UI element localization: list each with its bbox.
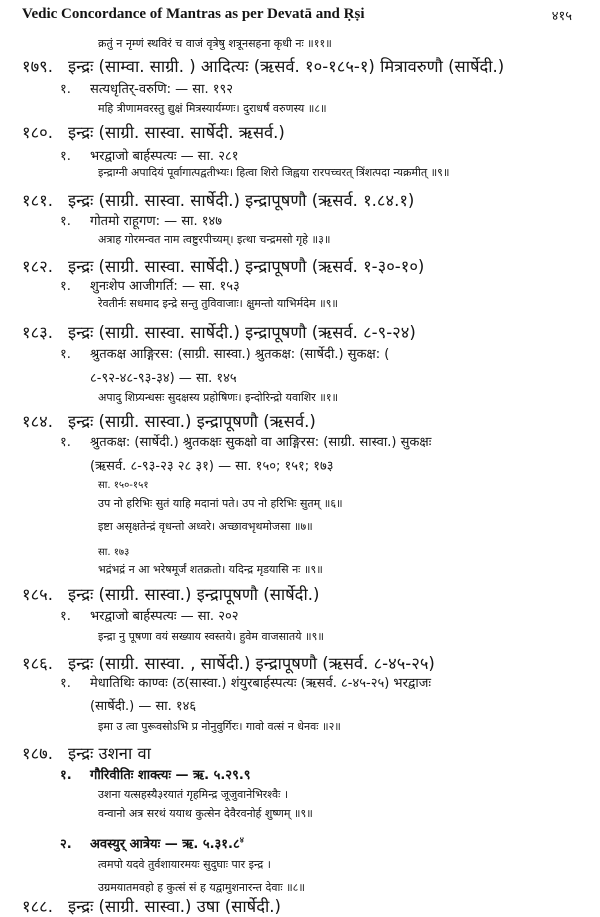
mantra-text — [98, 36, 332, 51]
line-text: इन्द्रः (साग्री. सास्वा. सार्षेदी.) इन्द्रापूषणौ (ऋसर्व. १-३०-१०) — [68, 257, 425, 276]
mantra-text — [98, 165, 450, 180]
sub-number: १. — [60, 435, 71, 450]
sub-number: १. — [60, 609, 71, 624]
line-text: सा. १७३ — [98, 547, 130, 558]
sub-number: १. — [60, 214, 71, 229]
line-text: रेवतीर्नः सधमाद इन्द्रे सन्तु तुविवाजाः। क्षुमन्तो याभिर्मदेम ॥९॥ — [98, 297, 339, 310]
entry-number: १८७. — [22, 744, 53, 763]
entry-number: १८६. — [22, 654, 53, 673]
line-text: इन्द्रः (साग्री. सास्वा.) इन्द्रापूषणौ (ऋसर्व.) — [68, 412, 316, 431]
rsi-line — [60, 146, 238, 164]
line-text: सा. १५०-१५१ — [98, 480, 149, 491]
line-text: उशना यत्सहस्यै३रयातं गृहमिन्द्र जूजुवानेभिरश्वैः । — [98, 788, 288, 801]
rsi-line — [60, 79, 233, 97]
running-header — [22, 6, 578, 30]
entry-heading — [22, 120, 285, 143]
line-text: भरद्वाजो बार्हस्पत्यः — सा. २८१ — [90, 149, 239, 164]
rsi-line-continued — [90, 456, 334, 474]
line-text: उप नो हरिभिः सुतं याहि मदानां पते। उप नो हरिभिः सुतम् ॥६॥ — [98, 497, 343, 510]
entry-number: १७९. — [22, 57, 53, 76]
line-text: सत्यधृतिर्-वरुणि: — सा. १९२ — [90, 82, 233, 97]
entry-number: १८३. — [22, 323, 53, 342]
rsi-line — [60, 673, 431, 691]
line-text: इन्द्रा नु पूषणा वयं सख्याय स्वस्तये। हुवेम वाजसातये ॥९॥ — [98, 630, 324, 643]
line-text: क्रतुं न नृम्णं स्थविरं च वाजं वृत्रेषु शत्रूनसहना कृधी नः ॥११॥ — [98, 37, 332, 50]
rsi-line — [60, 834, 244, 852]
mantra-text — [98, 562, 323, 577]
mantra-text — [98, 101, 327, 116]
line-text: गौरिवीतिः शाक्त्यः — ऋ. ५.२९.९ — [90, 768, 251, 783]
sub-number: १. — [60, 347, 71, 362]
line-text: इन्द्रः (साग्री. सास्वा. , सार्षेदी.) इन्द्रापूषणौ (ऋसर्व. ८-४५-२५) — [68, 654, 435, 673]
line-text: वन्वानो अत्र सरथं ययाथ कुत्सेन देवैरवनोर्ह शुष्णम् ॥९॥ — [98, 807, 313, 820]
entry-heading — [22, 188, 414, 211]
line-text: इन्द्रः उशना वा — [68, 744, 151, 763]
entry-number: १८४. — [22, 412, 53, 431]
rsi-line-continued — [90, 368, 237, 386]
entry-number: १८८. — [22, 897, 53, 916]
line-text: इन्द्रः (साग्री. सास्वा.) इन्द्रापूषणौ (सार्षेदी.) — [68, 585, 320, 604]
mantra-text — [98, 857, 271, 872]
mantra-text — [98, 496, 343, 511]
mantra-text — [98, 390, 338, 405]
sub-number: १. — [60, 82, 71, 97]
sama-reference — [98, 477, 149, 491]
mantra-text — [98, 806, 313, 821]
line-text: अत्राह गोरमन्वत नाम त्वष्टुरपीच्यम्। इत्था चन्द्रमसो गृहे ॥३॥ — [98, 233, 331, 246]
entry-heading — [22, 651, 435, 674]
entry-heading — [22, 582, 319, 605]
footnote-marker: ४ — [239, 835, 244, 845]
mantra-text — [98, 232, 330, 247]
entry-heading — [22, 409, 316, 432]
rsi-line — [60, 344, 389, 362]
line-text: मेधातिथिः काण्वः (ठ(सास्वा.) शंयुरबार्हस्पत्यः (ऋसर्व. ८-४५-२५) भरद्वाजः — [90, 676, 431, 691]
rsi-line — [60, 211, 222, 229]
line-text: (ऋसर्व. ८-९३-२३ २८ ३१) — सा. १५०; १५१; १७३ — [90, 459, 334, 474]
line-text: अवस्युर् आत्रेयः — ऋ. ५.३१.८ — [90, 837, 240, 852]
sub-number: १. — [60, 676, 71, 691]
entry-number: १८५. — [22, 585, 53, 604]
line-text: श्रुतकक्ष आङ्गिरस: (साग्री. सास्वा.) श्रुतकक्ष: (सार्षेदी.) सुकक्ष: ( — [90, 347, 390, 362]
mantra-text — [98, 296, 338, 311]
line-text: शुनःशेप आजीगर्ति: — सा. १५३ — [90, 279, 240, 294]
line-text: इन्द्रः (साम्वा. साग्री. ) आदित्यः (ऋसर्व. १०-१८५-१) मित्रावरुणौ (सार्षेदी.) — [68, 57, 505, 76]
rsi-line-continued — [90, 696, 196, 714]
line-text: इन्द्राग्नी अपादियं पूर्वागात्पद्वतीभ्यः। हित्वा शिरो जिह्वया रारपच्चरत् त्रिंशत्पदा न्यक्रमीत् ॥९॥ — [98, 166, 450, 179]
line-text: इन्द्रः (साग्री. सास्वा. सार्षेदी.) इन्द्रापूषणौ (ऋसर्व. १.८४.१) — [68, 191, 415, 210]
line-text: इन्द्रः (साग्री. सास्वा.) उषा (सार्षेदी.) — [68, 897, 281, 916]
entry-number: १८०. — [22, 123, 53, 142]
mantra-text — [98, 787, 288, 802]
line-text: ८-९२-४८-९३-३४) — सा. १४५ — [90, 371, 237, 386]
entry-heading — [22, 320, 416, 343]
running-title: Vedic Concordance of Mantras as per Devatā and Ṛṣi — [22, 6, 365, 22]
line-text: भरद्वाजो बार्हस्पत्यः — सा. २०२ — [90, 609, 239, 624]
mantra-text — [98, 719, 341, 734]
rsi-line — [60, 432, 431, 450]
entry-heading — [22, 254, 424, 277]
entry-heading — [22, 54, 504, 77]
mantra-text — [98, 880, 305, 895]
line-text: गोतमो राहूगण: — सा. १४७ — [90, 214, 223, 229]
line-text: भद्रंभद्रं न आ भरेषमूर्जं शतक्रतो। यदिन्द्र मृडयासि नः ॥९॥ — [98, 563, 323, 576]
mantra-text — [98, 629, 324, 644]
line-text: इन्द्रः (साग्री. सास्वा. सार्षेदी.) इन्द्रापूषणौ (ऋसर्व. ८-९-२४) — [68, 323, 416, 342]
rsi-line — [60, 276, 240, 294]
line-text: इन्द्रः (साग्री. सास्वा. सार्षेदी. ऋसर्व.) — [68, 123, 285, 142]
rsi-line — [60, 765, 251, 783]
mantra-text — [98, 519, 313, 534]
line-text: उग्रमयातमवहो ह कुत्सं सं ह यद्वामुशनारन्त देवाः ॥८॥ — [98, 881, 305, 894]
entry-number: १८१. — [22, 191, 53, 210]
sub-number: १. — [60, 768, 72, 783]
line-text: महि त्रीणामवरस्तु द्युक्षं मित्रस्यार्यम्णः। दुराधर्षं वरुणस्य ॥८॥ — [98, 102, 327, 115]
sub-number: २. — [60, 837, 72, 852]
entry-number: १८२. — [22, 257, 53, 276]
line-text: त्वमपो यदवे तुर्वशायारमयः सुदुघाः पार इन्द्र । — [98, 858, 271, 871]
sub-number: १. — [60, 149, 71, 164]
line-text: (सार्षेदी.) — सा. १४६ — [90, 699, 197, 714]
entry-heading — [22, 894, 281, 917]
line-text: श्रुतकक्ष: (सार्षेदी.) श्रुतकक्षः सुकक्षो वा आङ्गिरस: (साग्री. सास्वा.) सुकक्षः — [90, 435, 432, 450]
page-number: ४१५ — [551, 9, 572, 24]
sama-reference — [98, 544, 129, 558]
entry-heading — [22, 741, 151, 764]
rsi-line — [60, 606, 238, 624]
line-text: अपादु शिप्र्यन्धसः सुदक्षस्य प्रहोषिणः। इन्दोरिन्द्रो यवाशिर ॥१॥ — [98, 391, 339, 404]
line-text: इमा उ त्वा पुरूवसोऽभि प्र नोनुवुर्गिरः। गावो वत्सं न धेनवः ॥२॥ — [98, 720, 341, 733]
sub-number: १. — [60, 279, 71, 294]
line-text: इष्टा असृक्षतेन्द्रं वृधन्तो अध्वरे। अच्छावभृथमोजसा ॥७॥ — [98, 520, 313, 533]
